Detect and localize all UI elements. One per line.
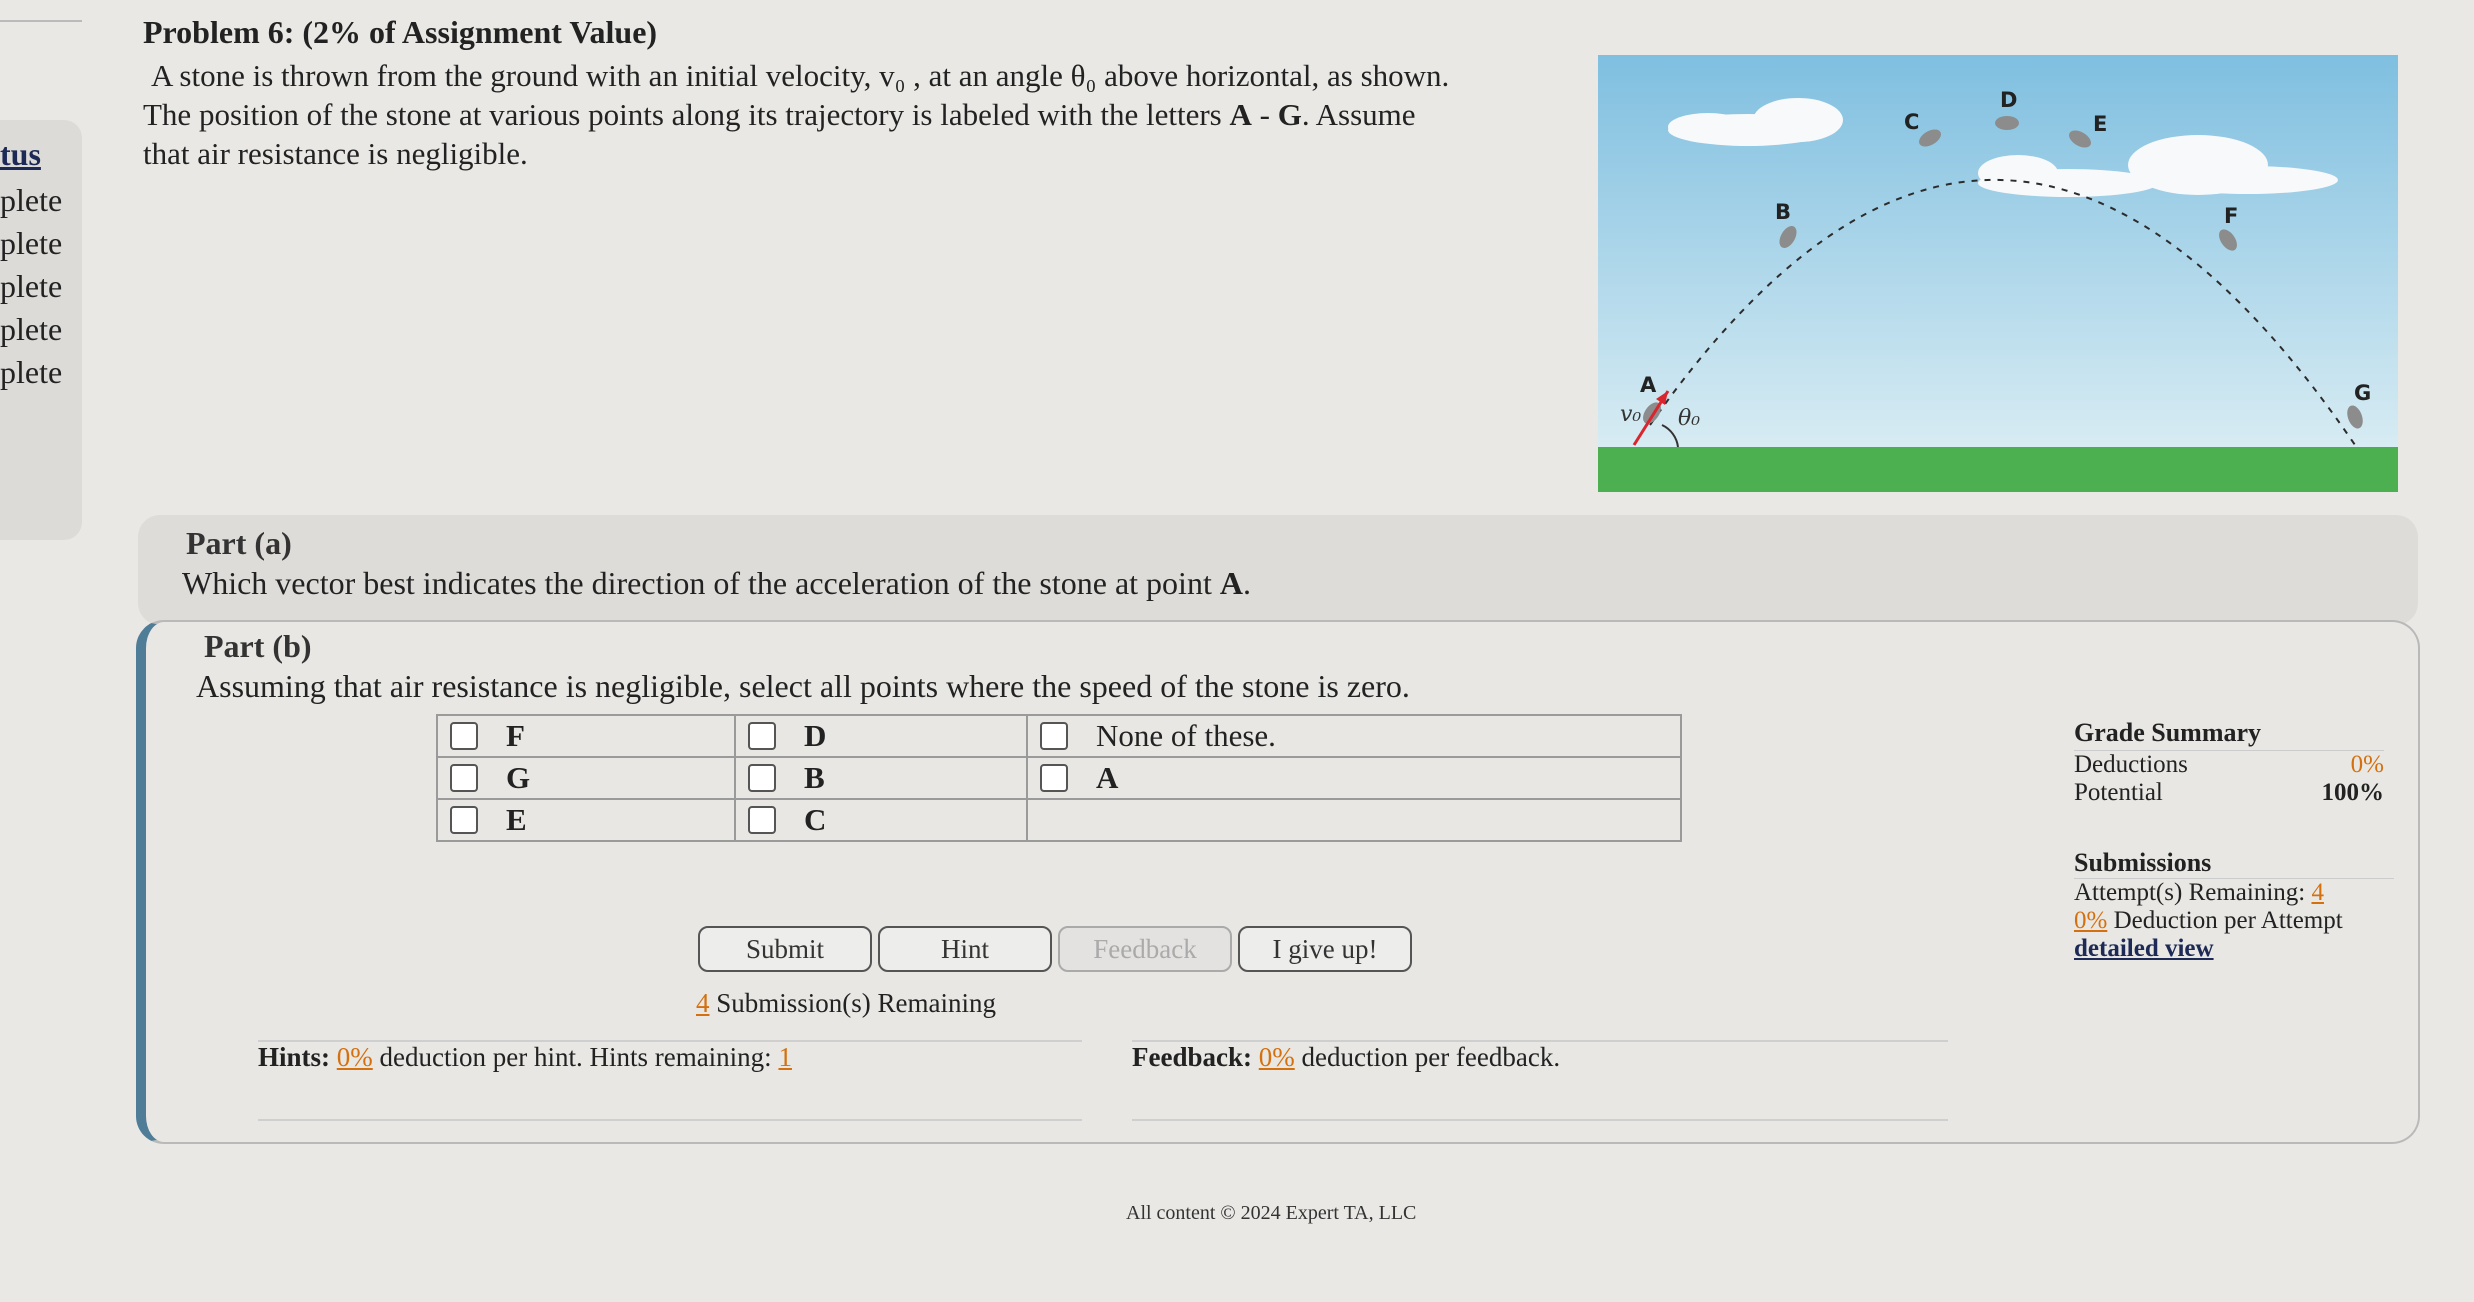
part-b-question: Assuming that air resistance is negligible, select all points where the speed of the stone is zero. [196,668,1410,704]
submissions-title: Submissions [2074,848,2394,879]
status-item: plete [0,354,63,390]
feedback-text: deduction per feedback. [1294,1042,1561,1072]
part-b-label: Part (b) [204,628,312,664]
give-up-button[interactable]: I give up! [1238,926,1412,972]
feedback-button: Feedback [1058,926,1232,972]
deductions-row [2074,751,2384,779]
point-label: F [2224,204,2239,228]
ground [1598,447,2398,492]
potential-value: 100% [2321,779,2384,806]
problem-line-2 [143,95,1573,134]
submissions-text: Submission(s) Remaining [709,988,997,1018]
status-item: plete [0,268,63,304]
hints-remaining: 1 [778,1042,792,1072]
checkbox[interactable] [1040,764,1068,792]
point-label: D [2000,88,2018,112]
checkbox[interactable] [1040,722,1068,750]
submit-button[interactable]: Submit [698,926,872,972]
submissions-panel [2074,848,2394,963]
point-label-g: G [1277,97,1302,132]
option-label: G [506,760,531,795]
divider [1132,1119,1948,1121]
trajectory-figure [1598,55,2398,495]
option-e[interactable] [438,800,734,840]
attempts-label: Attempt(s) Remaining: [2074,879,2312,906]
option-label: C [804,802,827,837]
checkbox[interactable] [748,722,776,750]
option-label: E [506,802,527,837]
deductions-label: Deductions [2074,751,2188,778]
feedback-label: Feedback: [1132,1042,1252,1072]
grade-summary [2074,718,2384,807]
option-d[interactable] [736,716,1026,756]
part-a-question [182,565,1251,602]
v0-label: v₀ [1620,402,1642,427]
part-a-label: Part (a) [186,525,292,561]
status-sidebar [0,120,82,540]
option-label: B [804,760,825,795]
deduction-pct: 0% [2074,907,2108,934]
empty-cell [1028,800,1680,840]
checkbox[interactable] [450,764,478,792]
question-text: . [1242,565,1251,601]
grade-summary-title: Grade Summary [2074,718,2384,751]
problem-text-segment: - [1251,97,1278,132]
feedback-info [1132,1042,1560,1073]
option-label: F [506,718,525,753]
point-label: A [1640,373,1657,397]
hints-label: Hints: [258,1042,331,1072]
potential-row [2074,779,2384,807]
option-none[interactable] [1028,716,1680,756]
question-point: A [1219,565,1243,601]
deduction-per-attempt [2074,907,2394,935]
divider [258,1119,1082,1121]
point-label: E [2093,112,2108,136]
theta0-label: θ₀ [1678,406,1701,431]
checkbox[interactable] [748,806,776,834]
option-label: None of these. [1096,718,1276,753]
potential-label: Potential [2074,779,2163,806]
option-c[interactable] [736,800,1026,840]
problem-text-segment: . Assume [1301,97,1416,132]
point-label: C [1904,110,1920,134]
problem-statement [143,56,1573,173]
status-item: plete [0,225,63,261]
deductions-value: 0% [2350,751,2384,778]
option-label: A [1096,760,1119,795]
checkbox[interactable] [748,764,776,792]
hints-info [258,1042,792,1073]
option-g[interactable] [438,758,734,798]
sidebar-divider [0,20,82,22]
problem-line-1: A stone is thrown from the ground with an initial velocity, v₀ , at an angle θ₀ above horizontal, as shown. [151,58,1450,93]
footer-copyright: All content © 2024 Expert TA, LLC [1126,1202,1417,1224]
point-label: G [2354,381,2372,405]
point-label-a: A [1229,97,1252,132]
submissions-count: 4 [696,988,710,1018]
deduction-text: Deduction per Attempt [2107,907,2343,934]
problem-text-segment: The position of the stone at various points along its trajectory is labeled with the letters [143,97,1230,132]
stone-d [1995,116,2019,130]
option-a[interactable] [1028,758,1680,798]
detailed-view-link[interactable]: detailed view [2074,935,2214,962]
hints-pct: 0% [336,1042,373,1072]
option-f[interactable] [438,716,734,756]
checkbox[interactable] [450,806,478,834]
hints-text: deduction per hint. Hints remaining: [372,1042,779,1072]
hint-button[interactable]: Hint [878,926,1052,972]
part-a-panel[interactable] [138,515,2418,625]
status-item: plete [0,182,63,218]
question-text: Which vector best indicates the direction of the acceleration of the stone at point [182,565,1220,601]
submissions-remaining [696,988,996,1019]
problem-title: Problem 6: (2% of Assignment Value) [143,14,658,50]
option-label: D [804,718,827,753]
attempts-remaining [2074,879,2394,907]
option-b[interactable] [736,758,1026,798]
point-label: B [1775,200,1792,224]
attempts-value: 4 [2311,879,2324,906]
checkbox[interactable] [450,722,478,750]
problem-line-3: that air resistance is negligible. [143,136,528,171]
feedback-pct: 0% [1258,1042,1295,1072]
answer-options-table [436,714,1682,842]
status-item: plete [0,311,63,347]
status-header[interactable]: tus [0,136,41,172]
